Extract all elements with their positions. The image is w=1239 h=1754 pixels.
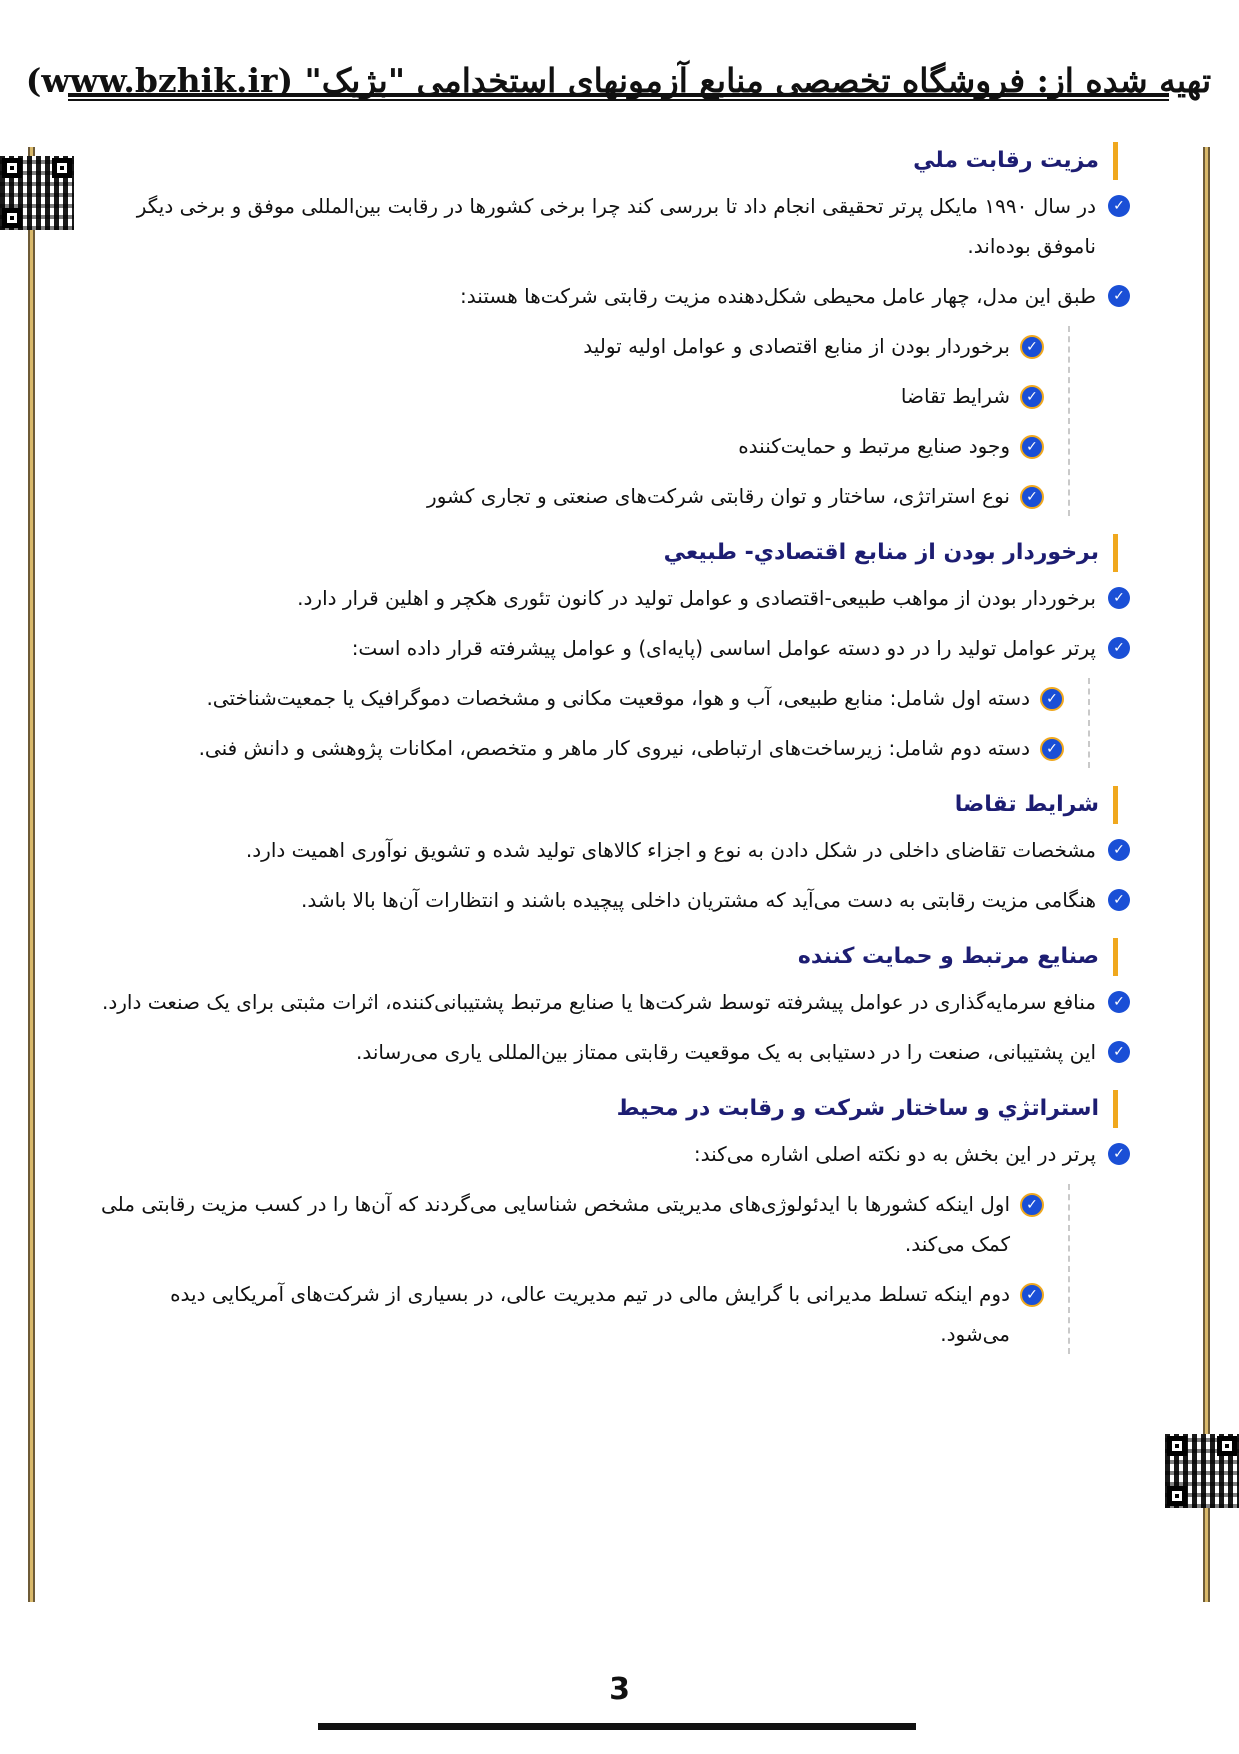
bullet-item <box>100 186 1130 266</box>
sub-list <box>100 1184 1070 1354</box>
bullet-text: طبق این مدل، چهار عامل محیطی شکل‌دهنده مزیت رقابتی شرکت‌ها هستند: <box>460 284 1096 308</box>
sub-bullet-item <box>100 1184 1040 1264</box>
bullet-item <box>100 830 1130 870</box>
section-title: برخوردار بودن از منابع اقتصادي- طبيعي <box>664 534 1118 572</box>
sub-bullet-item <box>100 728 1060 768</box>
sub-bullet-item <box>100 678 1060 718</box>
sub-list <box>100 326 1070 516</box>
sub-bullet-text: دسته اول شامل: منابع طبیعی، آب و هوا، موقعیت مکانی و مشخصات دموگرافیک یا جمعیت‌شناختی. <box>206 686 1030 710</box>
bullet-text: در سال ۱۹۹۰ مایکل پرتر تحقیقی انجام داد تا بررسی کند چرا برخی کشورها در رقابت بین‌المللی موفق و برخی دیگر ناموفق بوده‌اند. <box>136 194 1096 258</box>
sub-bullet-text: دسته دوم شامل: زیرساخت‌های ارتباطی، نیروی کار ماهر و متخصص، امکانات پژوهشی و دانش فنی. <box>198 736 1030 760</box>
bullet-item <box>100 880 1130 920</box>
check-icon: ✓ <box>1108 1041 1130 1063</box>
bullet-item <box>100 578 1130 618</box>
check-icon: ✓ <box>1020 335 1044 359</box>
section <box>100 532 1130 768</box>
bullet-item <box>100 628 1130 668</box>
sub-bullet-text: نوع استراتژی، ساختار و توان رقابتی شرکت‌های صنعتی و تجاری کشور <box>427 484 1010 508</box>
section <box>100 1088 1130 1354</box>
document-body <box>100 140 1130 1370</box>
check-icon: ✓ <box>1040 687 1064 711</box>
bullet-text: پرتر در این بخش به دو نکته اصلی اشاره می‌کند: <box>693 1142 1096 1166</box>
check-icon: ✓ <box>1108 195 1130 217</box>
check-icon: ✓ <box>1108 991 1130 1013</box>
bullet-text: برخوردار بودن از مواهب طبیعی-اقتصادی و عوامل تولید در کانون تئوری هکچر و اهلین قرار دارد. <box>297 586 1096 610</box>
section <box>100 784 1130 920</box>
check-icon: ✓ <box>1108 839 1130 861</box>
footer-rule <box>318 1723 916 1730</box>
section-title: صنايع مرتبط و حمايت كننده <box>798 938 1118 976</box>
sub-bullet-text: برخوردار بودن از منابع اقتصادی و عوامل اولیه تولید <box>583 334 1010 358</box>
bullet-text: پرتر عوامل تولید را در دو دسته عوامل اساسی (پایه‌ای) و عوامل پیشرفته قرار داده است: <box>351 636 1096 660</box>
sub-bullet-item <box>100 376 1040 416</box>
bullet-item <box>100 982 1130 1022</box>
check-icon: ✓ <box>1020 1193 1044 1217</box>
bullet-item <box>100 276 1130 316</box>
check-icon: ✓ <box>1020 385 1044 409</box>
check-icon: ✓ <box>1020 435 1044 459</box>
left-border-bar <box>28 147 35 1602</box>
sub-list <box>100 678 1090 768</box>
sub-bullet-text: وجود صنایع مرتبط و حمایت‌کننده <box>738 434 1010 458</box>
sub-bullet-text: شرایط تقاضا <box>900 384 1010 408</box>
right-border-bar <box>1203 147 1210 1602</box>
check-icon: ✓ <box>1020 1283 1044 1307</box>
sub-bullet-item <box>100 1274 1040 1354</box>
header-rule <box>68 93 1169 101</box>
sub-bullet-item <box>100 426 1040 466</box>
bullet-text: منافع سرمایه‌گذاری در عوامل پیشرفته توسط شرکت‌ها یا صنایع مرتبط پشتیبانی‌کننده، اثرات مثبتی برای یک صنعت دارد. <box>101 990 1096 1014</box>
sub-bullet-text: دوم اینکه تسلط مدیرانی با گرایش مالی در تیم مدیریت عالی، در بسیاری از شرکت‌های آمریکایی دیده می‌شود. <box>170 1282 1010 1346</box>
section-title: شرايط تقاضا <box>955 786 1118 824</box>
section-title: مزيت رقابت ملي <box>913 142 1118 180</box>
section <box>100 936 1130 1072</box>
qr-code-icon <box>0 156 74 230</box>
sub-bullet-item <box>100 326 1040 366</box>
sub-bullet-item <box>100 476 1040 516</box>
page-number: 3 <box>609 1672 630 1707</box>
check-icon: ✓ <box>1020 485 1044 509</box>
check-icon: ✓ <box>1108 637 1130 659</box>
bullet-text: مشخصات تقاضای داخلی در شکل دادن به نوع و اجزاء کالاهای تولید شده و تشویق نوآوری اهمیت دارد. <box>245 838 1096 862</box>
section <box>100 140 1130 516</box>
sub-bullet-text: اول اینکه کشورها با ایدئولوژی‌های مدیریتی مشخص شناسایی می‌گردند که آن‌ها را در کسب مزیت رقابتی ملی کمک می‌کند. <box>101 1192 1010 1256</box>
check-icon: ✓ <box>1108 889 1130 911</box>
bullet-text: هنگامی مزیت رقابتی به دست می‌آید که مشتریان داخلی پیچیده باشند و انتظارات آن‌ها بالا باشد. <box>301 888 1096 912</box>
section-title: استراتژي و ساختار شركت و رقابت در محيط <box>617 1090 1118 1128</box>
bullet-item <box>100 1032 1130 1072</box>
check-icon: ✓ <box>1040 737 1064 761</box>
check-icon: ✓ <box>1108 587 1130 609</box>
header-title: تهیه شده از: فروشگاه تخصصی منابع آزمونهای استخدامی "بژیک" (www.bzhik.ir) <box>25 61 1212 100</box>
bullet-item <box>100 1134 1130 1174</box>
check-icon: ✓ <box>1108 285 1130 307</box>
check-icon: ✓ <box>1108 1143 1130 1165</box>
qr-code-icon <box>1165 1434 1239 1508</box>
bullet-text: این پشتیبانی، صنعت را در دستیابی به یک موقعیت رقابتی ممتاز بین‌المللی یاری می‌رساند. <box>355 1040 1096 1064</box>
